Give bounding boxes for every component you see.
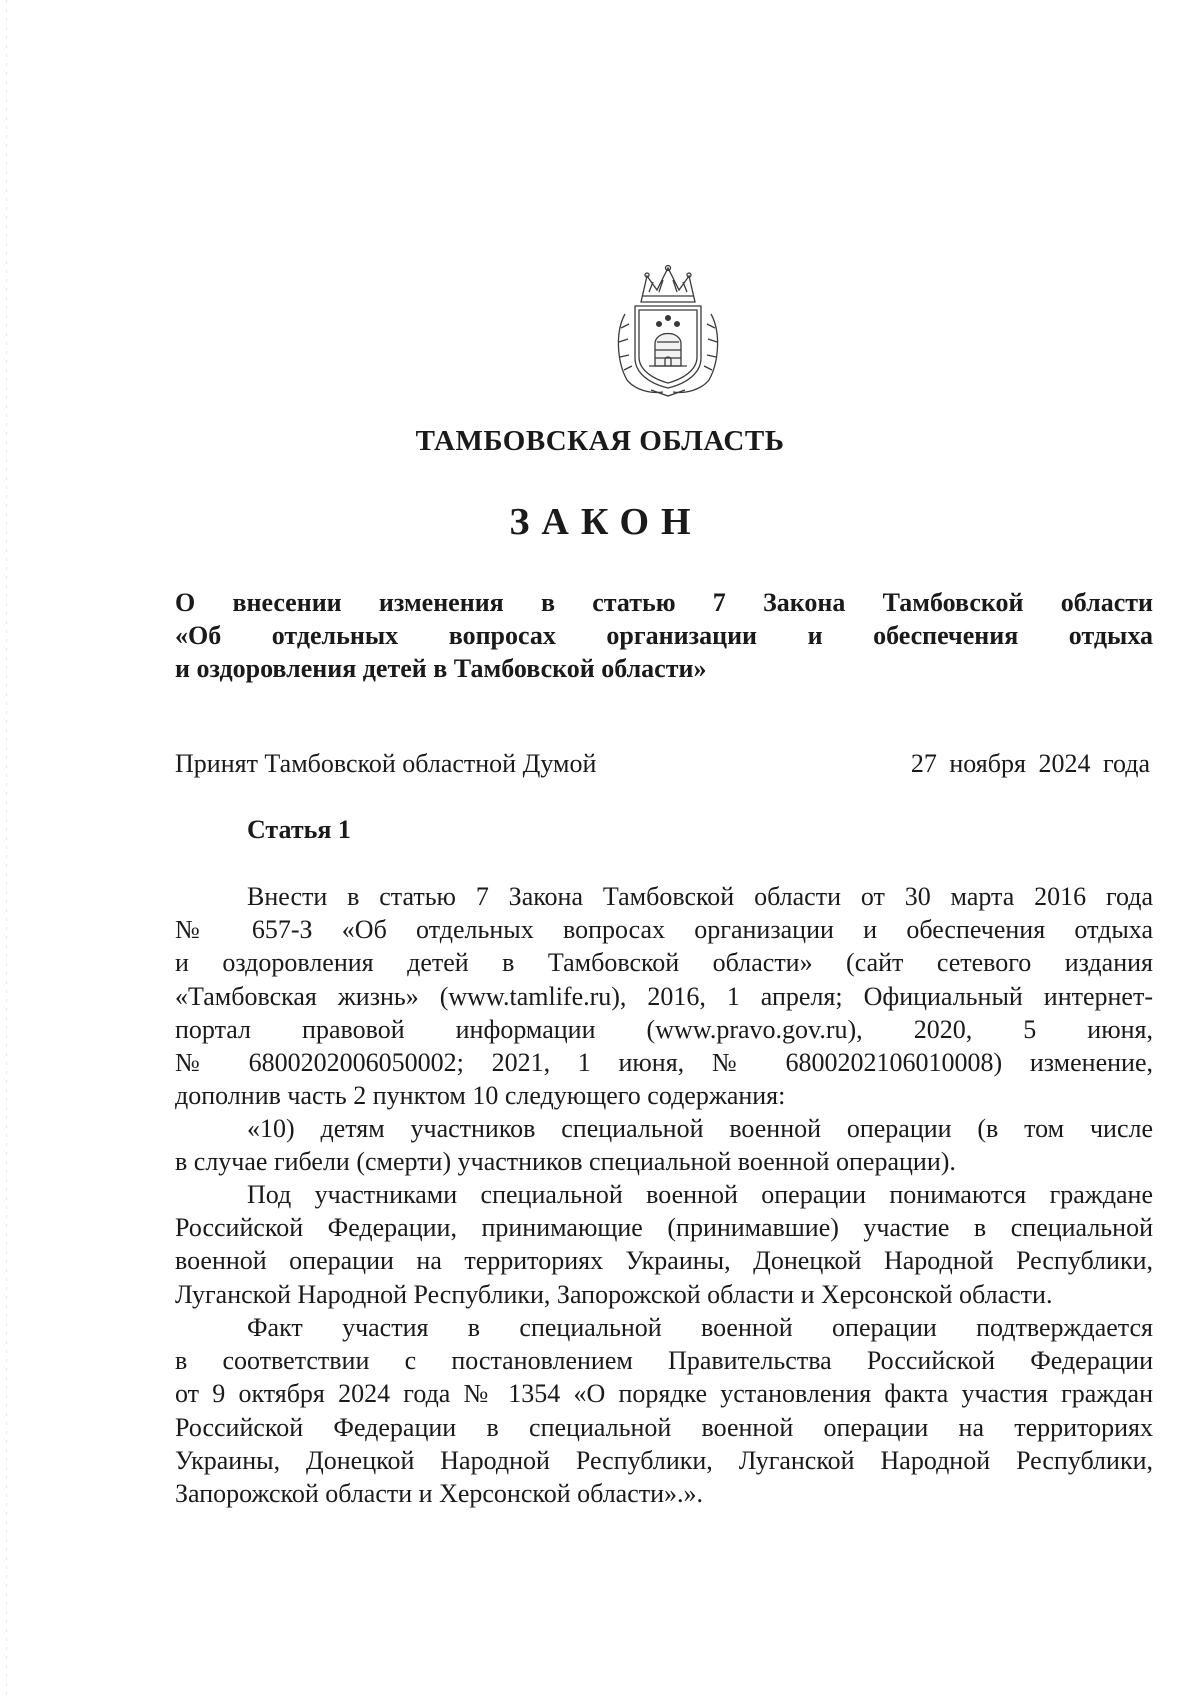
law-title-line: «Об отдельных вопросах организации и обеспечения отдыха [175, 621, 1153, 650]
article-heading: Статья 1 [247, 815, 351, 844]
article-paragraph-participants-definition [175, 1178, 1153, 1311]
paragraph-line: в случае гибели (смерти) участников специальной военной операции). [175, 1147, 956, 1177]
paragraph-line: № 6800202006050002; 2021, 1 июня, № 6800202106010008) изменение, [175, 1048, 1153, 1078]
region-title: ТАМБОВСКАЯ ОБЛАСТЬ [415, 425, 785, 457]
adopted-by: Принят Тамбовской областной Думой [175, 749, 597, 778]
paragraph-line: в соответствии с постановлением Правительства Российской Федерации [175, 1346, 1153, 1376]
paragraph-line: № 657-З «Об отдельных вопросах организации и обеспечения отдыха [175, 915, 1153, 945]
paragraph-line: от 9 октября 2024 года № 1354 «О порядке установления факта участия граждан [175, 1379, 1153, 1409]
paragraph-line: Факт участия в специальной военной операции подтверждается [247, 1313, 1153, 1342]
law-title-line: и оздоровления детей в Тамбовской области» [175, 654, 707, 683]
tambov-coat-of-arms-icon [611, 262, 725, 398]
paragraph-line: портал правовой информации (www.pravo.gov.ru), 2020, 5 июня, [175, 1014, 1153, 1044]
paragraph-line: Луганской Народной Республики, Запорожской области и Херсонской области. [175, 1279, 1053, 1309]
paragraph-line: Украины, Донецкой Народной Республики, Луганской Народной Республики, [175, 1445, 1153, 1475]
paragraph-line: «Тамбовская жизнь» (www.tamlife.ru), 2016, 1 апреля; Официальный интернет- [175, 981, 1153, 1011]
law-title [175, 586, 1153, 685]
paragraph-line: Российской Федерации в специальной военной операции на территориях [175, 1412, 1153, 1442]
article-paragraph-item-10 [175, 1112, 1153, 1178]
document-type-heading: ЗАКОН [509, 501, 703, 543]
paragraph-line: Запорожской области и Херсонской области».». [175, 1479, 704, 1509]
paragraph-line: Под участниками специальной военной операции понимаются граждане [247, 1180, 1153, 1209]
paragraph-line: «10) детям участников специальной военной операции (в том числе [247, 1114, 1153, 1143]
paragraph-line: и оздоровления детей в Тамбовской области» (сайт сетевого издания [175, 948, 1153, 978]
law-title-line: О внесении изменения в статью 7 Закона Тамбовской области [175, 588, 1153, 617]
scan-edge-artifact [6, 0, 7, 1697]
paragraph-line: дополнив часть 2 пунктом 10 следующего содержания: [175, 1081, 786, 1111]
paragraph-line: Российской Федерации, принимающие (принимавшие) участие в специальной [175, 1213, 1153, 1243]
adoption-date: 27 ноября 2024 года [910, 749, 1150, 778]
article-paragraph-amendment [175, 880, 1153, 1112]
paragraph-line: Внести в статью 7 Закона Тамбовской области от 30 марта 2016 года [247, 882, 1153, 911]
article-paragraph-confirmation [175, 1311, 1153, 1510]
paragraph-line: военной операции на территориях Украины, Донецкой Народной Республики, [175, 1246, 1153, 1276]
